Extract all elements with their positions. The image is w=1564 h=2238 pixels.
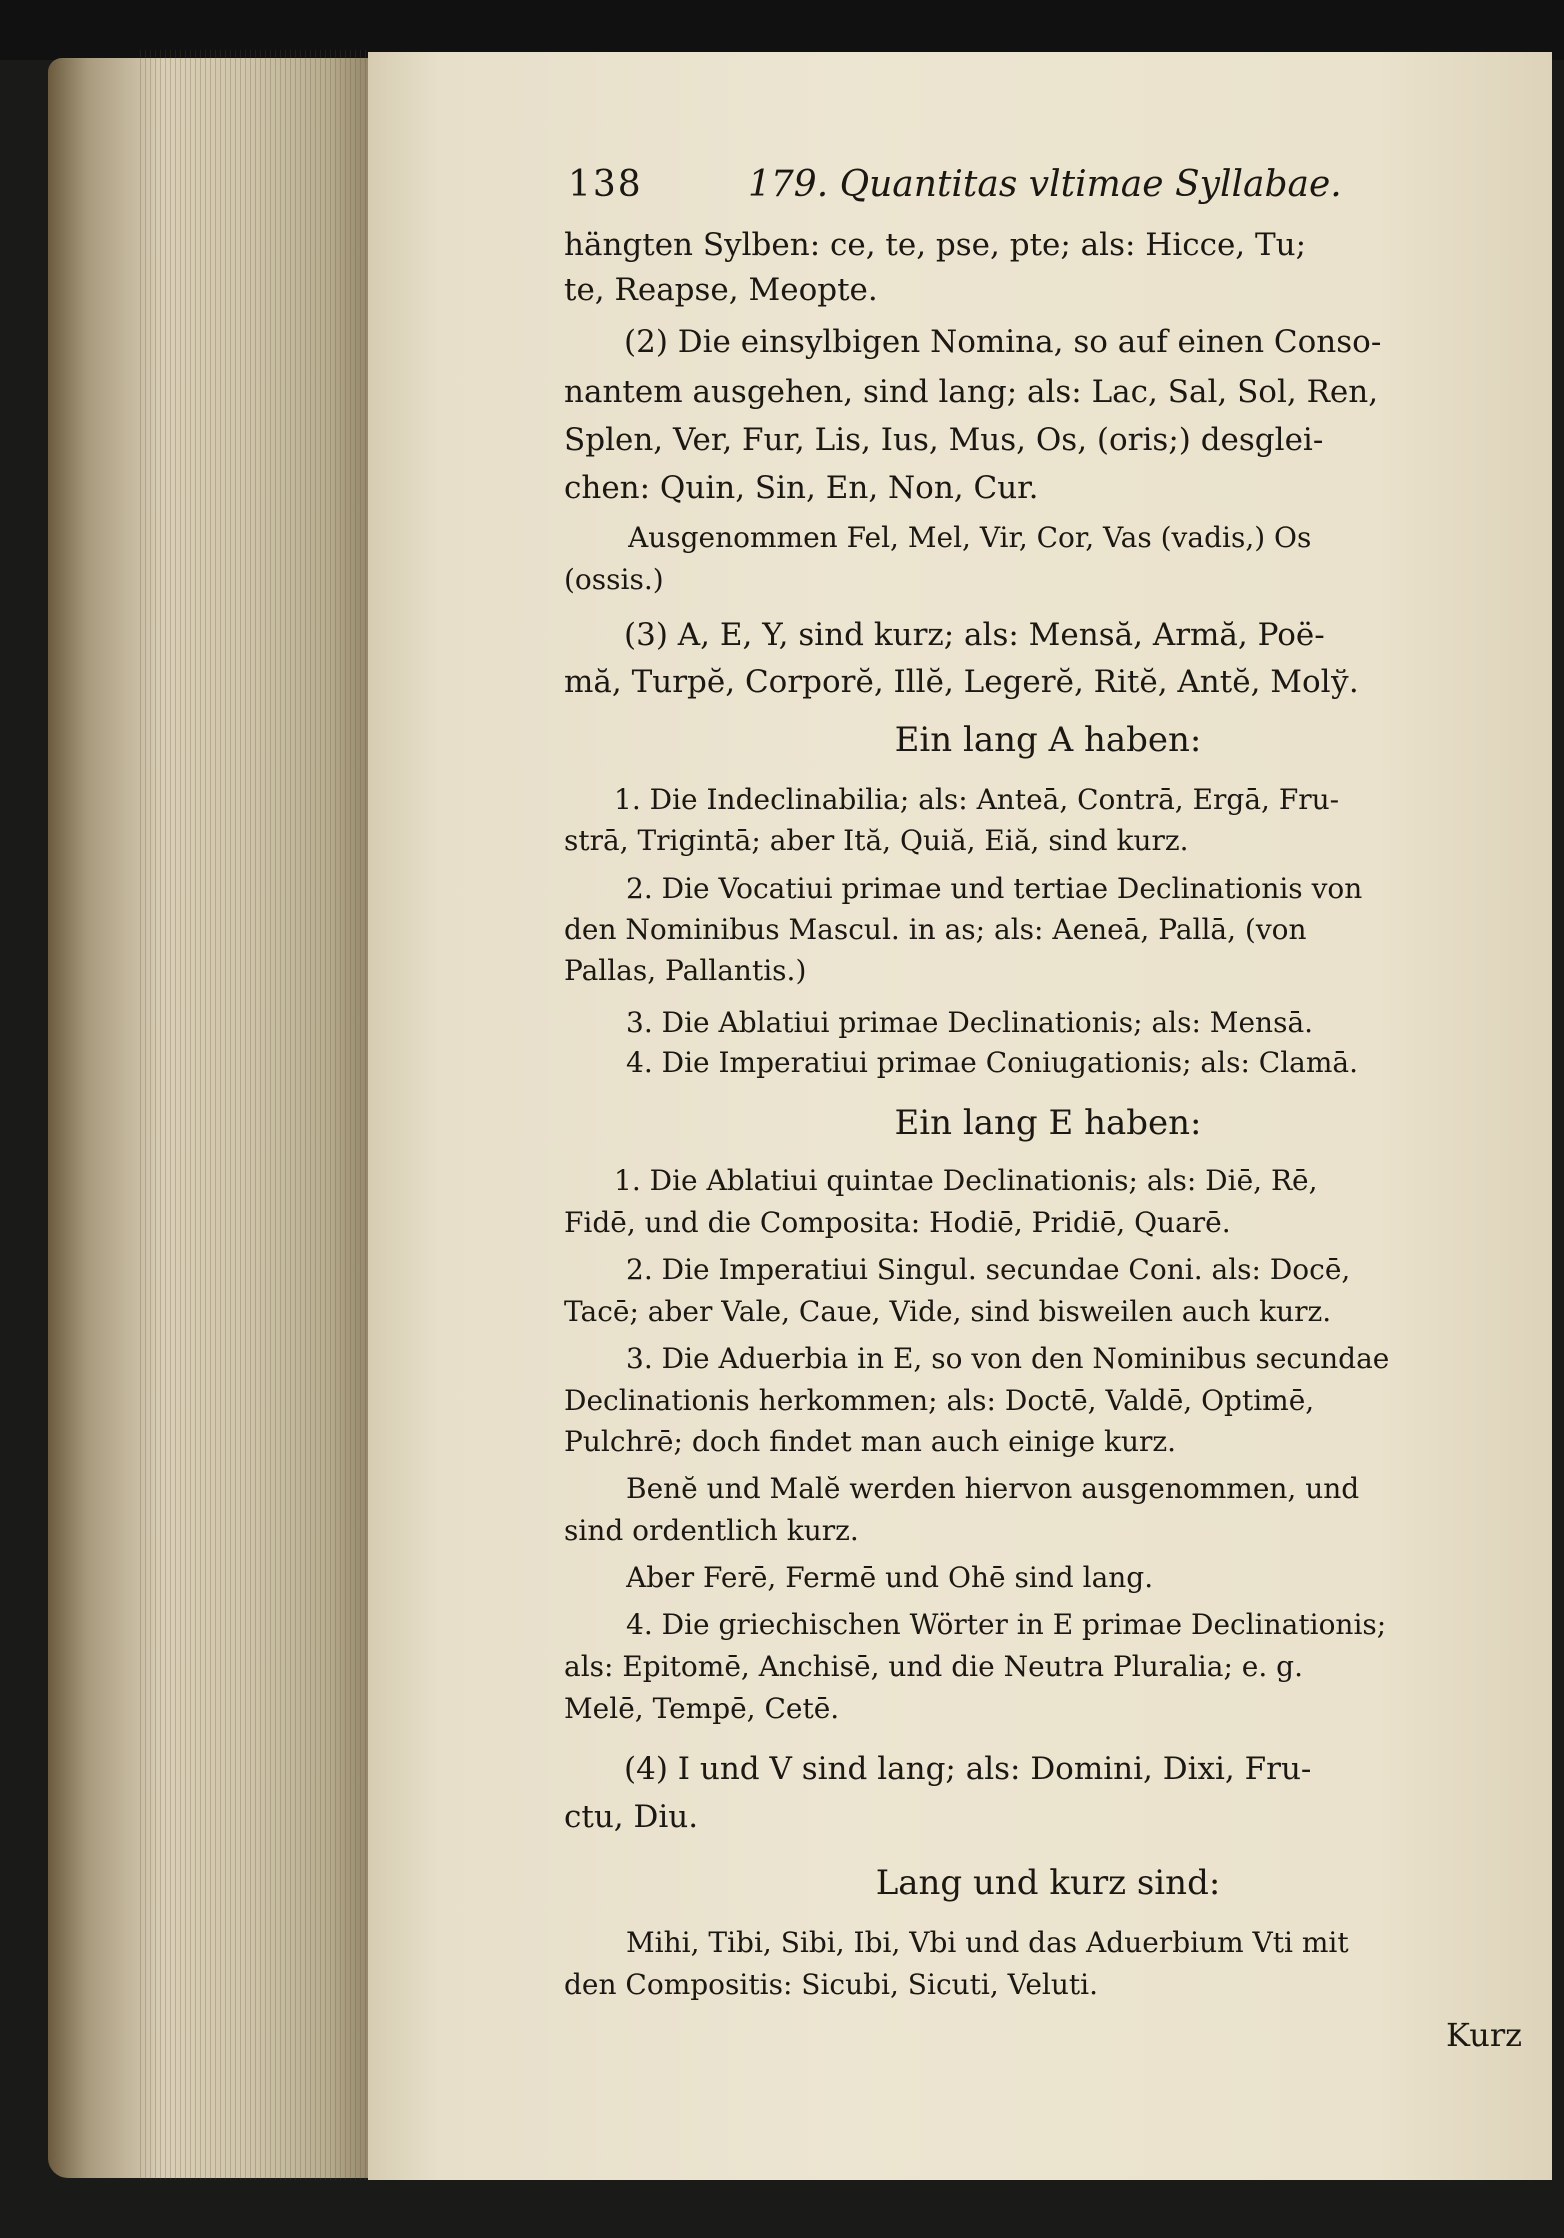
text-line: Fidē, und die Composita: Hodiē, Pridiē, Quarē. xyxy=(564,1206,1231,1239)
text-line: 4. Die Imperatiui primae Coniugationis; als: Clamā. xyxy=(626,1046,1358,1079)
text-line: sind ordentlich kurz. xyxy=(564,1514,859,1547)
text-line: hängten Sylben: ce, te, pse, pte; als: Hicce, Tu; xyxy=(564,227,1307,263)
text-line: Ausgenommen Fel, Mel, Vir, Cor, Vas (vadis,) Os xyxy=(628,521,1312,554)
text-line: Pulchrē; doch findet man auch einige kurz. xyxy=(564,1425,1177,1458)
catchword: Kurz xyxy=(1446,2016,1522,2054)
text-line: den Compositis: Sicubi, Sicuti, Veluti. xyxy=(564,1968,1098,2001)
text-line: 4. Die griechischen Wörter in E primae Declinationis; xyxy=(626,1608,1387,1641)
text-line: Mihi, Tibi, Sibi, Ibi, Vbi und das Aduerbium Vti mit xyxy=(626,1926,1349,1959)
text-line: (3) A, E, Y, sind kurz; als: Mensă, Armă, Poë- xyxy=(624,617,1325,653)
text-line: 1. Die Indeclinabilia; als: Anteā, Contrā, Ergā, Fru- xyxy=(614,783,1340,816)
text-line: Benĕ und Malĕ werden hiervon ausgenommen, und xyxy=(626,1472,1360,1505)
text-line: 2. Die Imperatiui Singul. secundae Coni. als: Docē, xyxy=(626,1253,1351,1286)
text-line: 1. Die Ablatiui quintae Declinationis; als: Diē, Rē, xyxy=(614,1164,1318,1197)
text-line: strā, Trigintā; aber Ită, Quiă, Eiă, sind kurz. xyxy=(564,824,1189,857)
page-body xyxy=(564,220,1532,2100)
text-line: den Nominibus Mascul. in as; als: Aeneā, Pallā, (von xyxy=(564,913,1307,946)
text-line: (4) I und V sind lang; als: Domini, Dixi, Fru- xyxy=(624,1751,1312,1787)
text-line: 2. Die Vocatiui primae und tertiae Declinationis von xyxy=(626,872,1363,905)
section-heading: Ein lang A haben: xyxy=(894,720,1202,760)
section-heading: Ein lang E haben: xyxy=(894,1103,1202,1143)
text-line: Melē, Tempē, Cetē. xyxy=(564,1692,840,1725)
text-line: 3. Die Ablatiui primae Declinationis; als: Mensā. xyxy=(626,1006,1314,1039)
text-line: Splen, Ver, Fur, Lis, Ius, Mus, Os, (oris;) desglei- xyxy=(564,422,1324,458)
text-line: mă, Turpĕ, Corporĕ, Illĕ, Legerĕ, Ritĕ, Antĕ, Molў. xyxy=(564,664,1359,700)
text-line: chen: Quin, Sin, En, Non, Cur. xyxy=(564,470,1039,506)
text-line: Tacē; aber Vale, Caue, Vide, sind bisweilen auch kurz. xyxy=(564,1295,1332,1328)
text-line: Aber Ferē, Fermē und Ohē sind lang. xyxy=(626,1561,1154,1594)
page-number: 138 xyxy=(568,164,643,205)
text-line: te, Reapse, Meopte. xyxy=(564,272,878,308)
page-edge-stripes xyxy=(140,50,370,2180)
section-heading: Lang und kurz sind: xyxy=(875,1863,1221,1903)
text-line: 3. Die Aduerbia in E, so von den Nominibus secundae xyxy=(626,1342,1390,1375)
text-line: als: Epitomē, Anchisē, und die Neutra Pluralia; e. g. xyxy=(564,1650,1303,1683)
text-line: Declinationis herkommen; als: Doctē, Valdē, Optimē, xyxy=(564,1384,1315,1417)
running-header xyxy=(568,145,1548,225)
text-line: ctu, Diu. xyxy=(564,1799,699,1835)
book-page xyxy=(368,52,1552,2180)
running-title: 179. Quantitas vltimae Syllabae. xyxy=(748,164,1342,205)
text-line: Pallas, Pallantis.) xyxy=(564,954,807,987)
text-line: nantem ausgehen, sind lang; als: Lac, Sal, Sol, Ren, xyxy=(564,374,1379,410)
text-line: (ossis.) xyxy=(564,563,664,596)
text-line: (2) Die einsylbigen Nomina, so auf einen Conso- xyxy=(624,324,1382,360)
